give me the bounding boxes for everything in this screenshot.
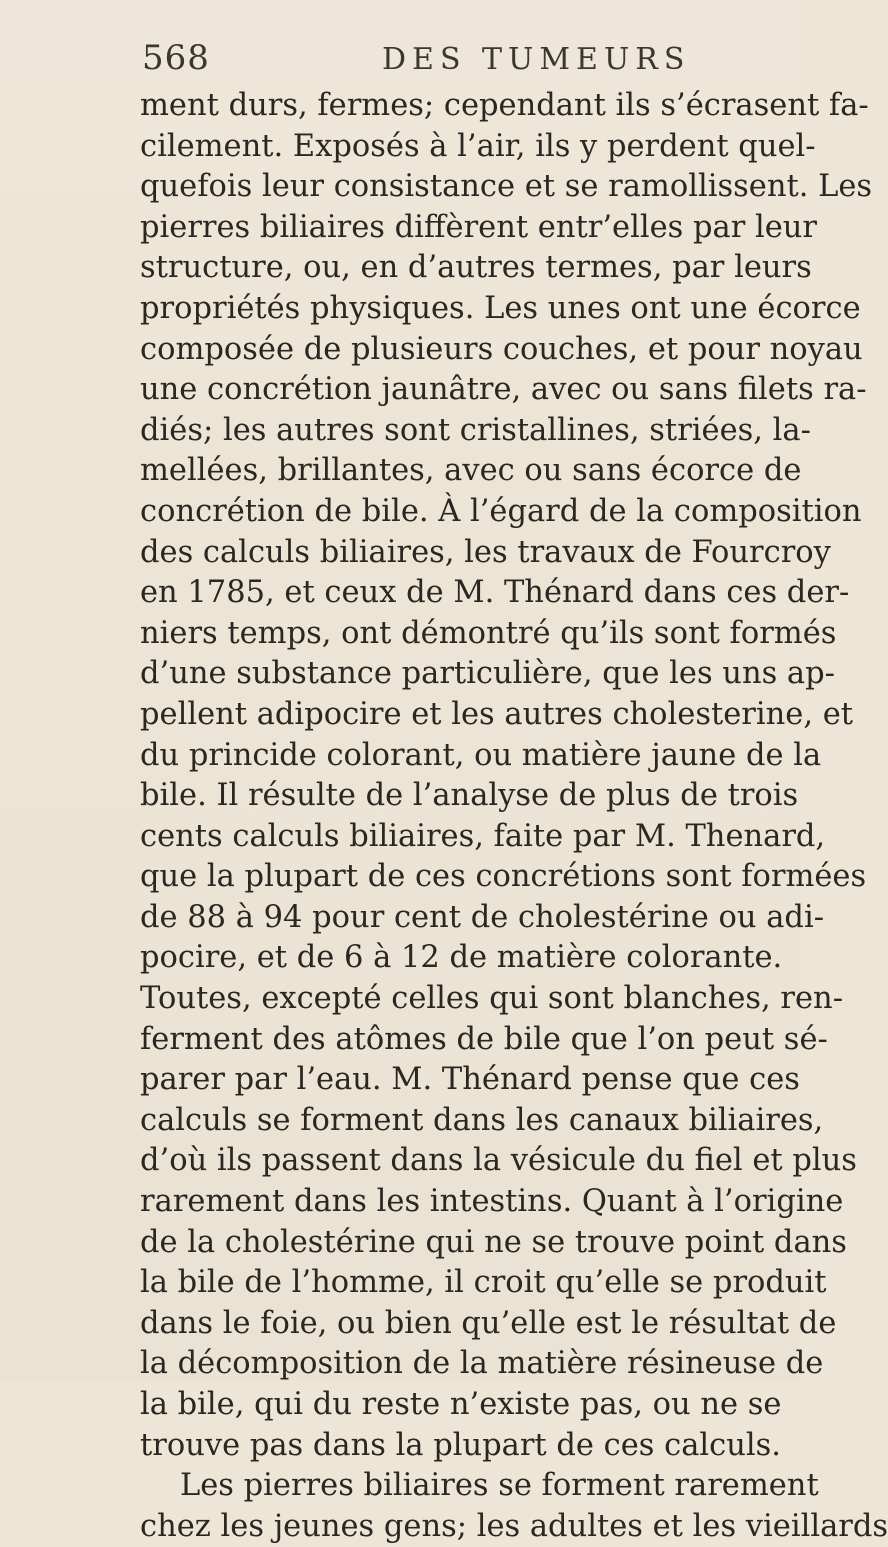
text-line: niers temps, ont démontré qu’ils sont formés: [140, 615, 837, 651]
text-line: pierres biliaires diffèrent entr’elles par leur: [140, 209, 818, 245]
text-line: ferment des atômes de bile que l’on peut sé-: [140, 1021, 828, 1057]
text-line: trouve pas dans la plupart de ces calculs.: [140, 1427, 781, 1463]
text-line: la bile de l’homme, il croit qu’elle se produit: [140, 1265, 827, 1301]
text-line: d’une substance particulière, que les uns ap-: [140, 656, 835, 692]
text-line: que la plupart de ces concrétions sont formées: [140, 859, 867, 895]
text-line: cents calculs biliaires, faite par M. Thenard,: [140, 818, 826, 854]
running-title: DES TUMEURS: [382, 42, 691, 77]
text-line: Les pierres biliaires se forment rarement: [180, 1468, 819, 1504]
text-line: dans le foie, ou bien qu’elle est le résultat de: [140, 1305, 837, 1341]
running-head: [142, 38, 762, 82]
text-line: composée de plusieurs couches, et pour noyau: [140, 331, 863, 367]
text-line: bile. Il résulte de l’analyse de plus de trois: [140, 778, 799, 814]
text-line: calculs se forment dans les canaux biliaires,: [140, 1102, 824, 1138]
text-line: pocire, et de 6 à 12 de matière colorante.: [140, 940, 783, 976]
text-line: la bile, qui du reste n’existe pas, ou ne se: [140, 1387, 782, 1422]
text-line: d’où ils passent dans la vésicule du fiel et plus: [140, 1143, 857, 1179]
text-line: la décomposition de la matière résineuse de: [140, 1346, 824, 1382]
text-line: quefois leur consistance et se ramollissent. Les: [140, 169, 873, 205]
text-line: structure, ou, en d’autres termes, par leurs: [140, 250, 812, 286]
text-line: ment durs, fermes; cependant ils s’écrasent fa-: [140, 88, 869, 123]
text-line: concrétion de bile. À l’égard de la composition: [140, 493, 862, 529]
body-text: [140, 86, 888, 1547]
text-line: propriétés physiques. Les unes ont une écorce: [140, 290, 861, 326]
text-line: rarement dans les intestins. Quant à l’origine: [140, 1184, 844, 1220]
text-line: diés; les autres sont cristallines, striées, la-: [140, 412, 811, 448]
text-line: une concrétion jaunâtre, avec ou sans filets ra-: [140, 372, 867, 408]
text-line: chez les jeunes gens; les adultes et les vieillards: [140, 1508, 888, 1544]
text-line: en 1785, et ceux de M. Thénard dans ces der-: [140, 575, 850, 611]
page-number: 568: [142, 38, 210, 78]
text-line: mellées, brillantes, avec ou sans écorce de: [140, 453, 802, 489]
text-line: Toutes, excepté celles qui sont blanches, ren-: [140, 981, 844, 1017]
text-line: du princide colorant, ou matière jaune de la: [140, 737, 822, 773]
text-line: pellent adipocire et les autres cholesterine, et: [140, 696, 854, 732]
text-line: parer par l’eau. M. Thénard pense que ces: [140, 1062, 800, 1098]
text-line: de 88 à 94 pour cent de cholestérine ou adi-: [140, 899, 825, 935]
text-line: de la cholestérine qui ne se trouve point dans: [140, 1224, 847, 1260]
text-line: cilement. Exposés à l’air, ils y perdent quel-: [140, 128, 816, 164]
text-line: des calculs biliaires, les travaux de Fourcroy: [140, 534, 831, 570]
